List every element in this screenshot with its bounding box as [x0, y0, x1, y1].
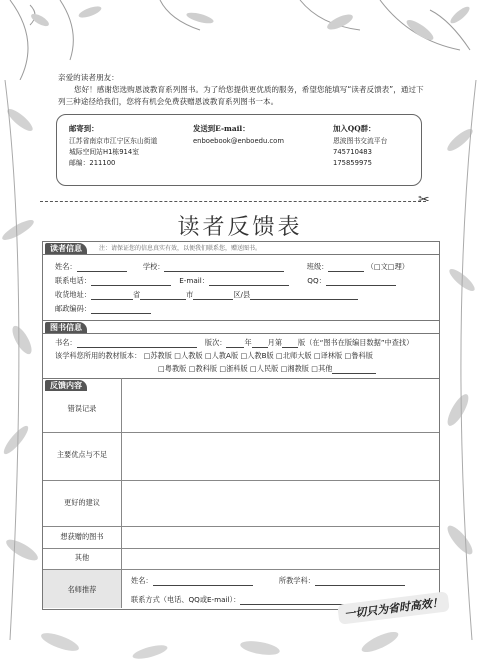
teacher-subject-field[interactable] — [315, 577, 405, 586]
qq-group-number-1: 745710483 — [333, 148, 372, 156]
slogan: 一切只为省时高效！ — [337, 591, 450, 624]
book-row-2 — [55, 351, 373, 361]
foliage-left-decoration — [0, 80, 44, 640]
email-field[interactable] — [209, 277, 289, 286]
teacher-contact-label: 联系方式（电话、QQ或E-mail）： — [131, 595, 241, 604]
textbook-option[interactable]: □湘教版 — [280, 364, 309, 373]
suggestion-label: 更好的建议 — [64, 498, 100, 507]
qq-heading: 加入QQ群： — [333, 124, 376, 133]
reader-row-3 — [55, 290, 358, 300]
recommend-row-2 — [131, 595, 370, 605]
city-field[interactable] — [140, 291, 186, 300]
postcode-field[interactable] — [91, 305, 151, 314]
book-info-header — [43, 320, 439, 334]
phone-field[interactable] — [91, 277, 171, 286]
email-heading: 发送到E-mail： — [193, 124, 250, 133]
book-info-tag: 图书信息 — [45, 322, 87, 333]
school-label: 学校： — [142, 262, 165, 271]
teacher-name-label: 姓名： — [131, 576, 153, 585]
month-field[interactable] — [252, 339, 268, 348]
teacher-recommend-label: 名师推荐 — [67, 585, 97, 594]
book-name-field[interactable] — [77, 339, 197, 348]
month-label: 月第 — [267, 338, 283, 347]
textbook-option[interactable]: □人教版 — [174, 351, 203, 360]
reader-row-2 — [55, 276, 396, 286]
textbook-option[interactable]: □人教B版 — [240, 351, 274, 360]
textbook-option[interactable]: □苏教版 — [143, 351, 172, 360]
greeting: 亲爱的读者朋友： — [58, 73, 119, 82]
email-address[interactable]: enboebook@enboedu.com — [193, 137, 284, 145]
qq-field[interactable] — [326, 277, 396, 286]
province-field[interactable] — [91, 291, 133, 300]
class-field[interactable] — [328, 263, 364, 272]
textbook-option[interactable]: □人民版 — [249, 364, 279, 373]
textbook-option[interactable]: □浙科版 — [219, 364, 248, 373]
qq-column — [333, 123, 387, 169]
other-label: 其他 — [74, 553, 90, 562]
intro-letter — [58, 72, 430, 108]
email-column — [193, 123, 284, 147]
mail-address-line1: 江苏省南京市江宁区东山街道 — [69, 137, 158, 145]
textbook-version-label: 该学科您所用的教材版本： — [55, 351, 142, 360]
reader-info-header — [43, 242, 439, 255]
error-record-label: 错误记录 — [67, 404, 97, 413]
phone-label: 联系电话： — [55, 276, 91, 285]
arts-science-checkbox[interactable]: （□文□理） — [366, 262, 409, 271]
district-field[interactable] — [193, 291, 233, 300]
reader-info-tag: 读者信息 — [45, 243, 87, 254]
book-row-1 — [55, 338, 413, 348]
textbook-option[interactable]: □粤教版 — [158, 364, 187, 373]
reader-row-1 — [55, 262, 409, 272]
mail-heading: 邮寄到： — [69, 124, 99, 133]
feedback-header — [43, 378, 439, 391]
textbook-option[interactable]: □译林版 — [313, 351, 343, 360]
year-field[interactable] — [226, 339, 244, 348]
street-field[interactable] — [250, 291, 358, 300]
pros-cons-label: 主要优点与不足 — [56, 450, 108, 459]
email-label: E-mail： — [179, 276, 209, 285]
school-field[interactable] — [164, 263, 284, 272]
year-label: 年 — [244, 338, 252, 347]
feedback-form — [42, 241, 440, 610]
teacher-name-field[interactable] — [153, 577, 253, 586]
feedback-tag: 反馈内容 — [45, 380, 87, 391]
reader-info-note: 注：请保证您的信息真实有效，以便我们联系您，赠送图书。 — [99, 245, 262, 252]
name-label: 姓名： — [55, 262, 77, 271]
book-name-label: 书名： — [55, 338, 77, 347]
mail-column — [69, 123, 157, 169]
form-title: 读者反馈表 — [177, 215, 303, 240]
wanted-book-label: 想获赠的图书 — [60, 532, 104, 541]
row-divider — [43, 480, 439, 481]
textbook-option[interactable]: □教科版 — [188, 364, 218, 373]
textbook-option[interactable]: □其他 — [311, 364, 333, 373]
foliage-bottom-decoration — [0, 612, 480, 668]
intro-body: 您好！感谢您选购恩波教育系列图书。为了给您提供更优质的服务，希望您能填写“读者反馈表”，通过下列三种途径给我们，您将有机会免费获赠恩波教育系列图书一本。 — [58, 85, 424, 106]
textbook-option[interactable]: □人教A版 — [204, 351, 239, 360]
foliage-top-decoration — [0, 0, 480, 80]
mail-postcode: 邮编：211100 — [69, 159, 116, 167]
recommend-row-1 — [131, 576, 405, 586]
feedback-column-divider — [121, 378, 122, 608]
reader-row-4 — [55, 304, 151, 314]
cut-line — [40, 201, 426, 202]
row-divider — [43, 526, 439, 527]
qq-label: QQ： — [307, 276, 326, 285]
edition-number-field[interactable] — [282, 339, 298, 348]
name-field[interactable] — [77, 263, 127, 272]
foliage-right-decoration — [438, 80, 480, 640]
contact-methods-box — [56, 114, 422, 186]
qq-group-number-2: 175859975 — [333, 159, 372, 167]
row-divider — [43, 548, 439, 549]
edition-hint: 版（在“图书在版编目数据”中查找） — [298, 338, 414, 347]
textbook-option[interactable]: □北师大版 — [276, 351, 312, 360]
edition-label: 版次： — [204, 338, 227, 347]
city-label: 市 — [186, 290, 194, 299]
book-row-3 — [158, 364, 376, 374]
address-label: 收货地址： — [55, 290, 91, 299]
class-label: 班级： — [306, 262, 329, 271]
row-divider — [43, 432, 439, 433]
province-label: 省 — [132, 290, 141, 299]
textbook-option[interactable]: □鲁科版 — [344, 351, 373, 360]
district-label: 区/县 — [233, 290, 251, 299]
qq-group-name: 恩波图书交流平台 — [333, 137, 388, 145]
teacher-subject-label: 所教学科： — [278, 576, 315, 585]
postcode-label: 邮政编码： — [55, 304, 91, 313]
scissors-icon: ✂ — [418, 192, 430, 208]
other-textbook-field[interactable] — [332, 365, 376, 374]
mail-address-line2: 城际空间站H1栋914室 — [69, 148, 139, 156]
